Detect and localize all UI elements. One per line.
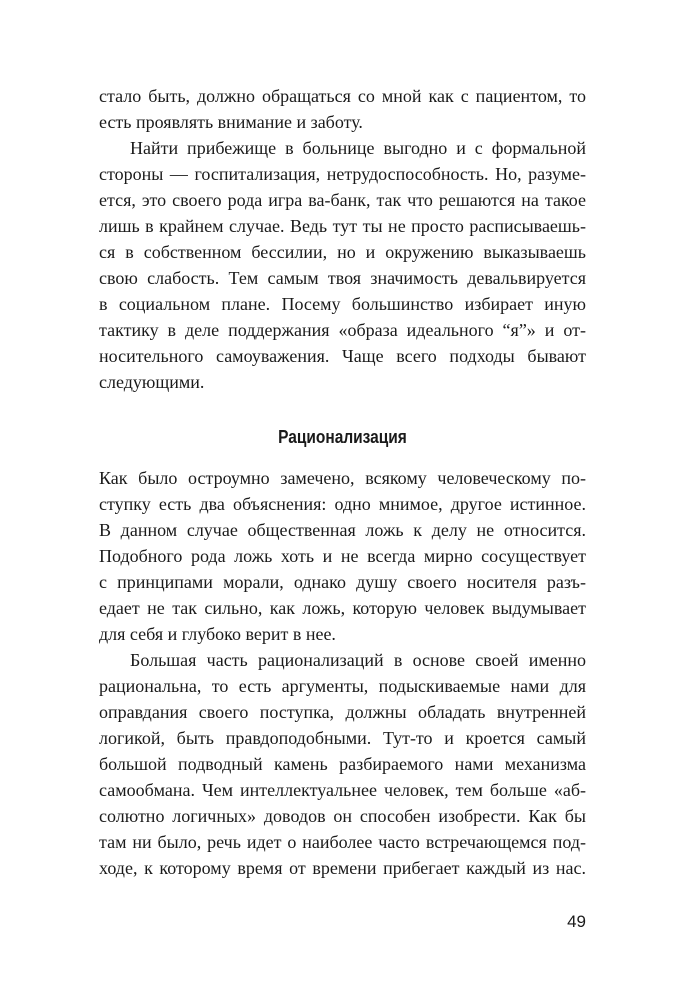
text-line: стороны — госпитализация, нетрудоспособность. Но, разуме- xyxy=(99,164,586,184)
text-line: для себя и глубоко верит в нее. xyxy=(99,624,336,644)
text-line: рациональна, то есть аргументы, подыскиваемые нами для xyxy=(99,676,586,696)
text-line: Найти прибежище в больнице выгодно и с формальной xyxy=(130,138,586,158)
text-line: стало быть, должно обращаться со мной как с пациентом, то xyxy=(99,86,586,106)
text-line: в социальном плане. Посему большинство избирает иную xyxy=(99,294,586,314)
text-line: там ни было, речь идет о наиболее часто встречающемся под- xyxy=(99,832,586,852)
text-line: едает не так сильно, как ложь, которую человек выдумывает xyxy=(99,598,586,618)
page-number: 49 xyxy=(567,912,586,931)
text-line: есть проявлять внимание и заботу. xyxy=(99,112,363,132)
text-line: логикой, быть правдоподобными. Тут-то и кроется самый xyxy=(99,728,586,748)
text-line: носительного самоуважения. Чаще всего подходы бывают xyxy=(99,346,586,366)
text-line: солютно логичных» доводов он способен изобрести. Как бы xyxy=(99,806,586,826)
text-line: лишь в крайнем случае. Ведь тут ты не просто расписываешь- xyxy=(99,216,586,236)
text-line: с принципами морали, однако душу своего носителя разъ- xyxy=(99,572,586,592)
text-line: В данном случае общественная ложь к делу не относится. xyxy=(99,520,586,540)
text-line: большой подводный камень разбираемого нами механизма xyxy=(99,754,586,774)
text-line: оправдания своего поступка, должны обладать внутренней xyxy=(99,702,586,722)
text-line: Большая часть рационализаций в основе своей именно xyxy=(130,650,586,670)
text-line: ся в собственном бессилии, но и окружению выказываешь xyxy=(99,242,586,262)
text-line: Как было остроумно замечено, всякому человеческому по- xyxy=(99,468,586,488)
section-heading: Рационализация xyxy=(278,427,407,447)
text-line: ется, это своего рода игра ва-банк, так что решаются на такое xyxy=(99,190,586,210)
text-line: Подобного рода ложь хоть и не всегда мирно сосуществует xyxy=(99,546,586,566)
text-line: ступку есть два объяснения: одно мнимое, другое истинное. xyxy=(99,494,586,514)
text-line: самообмана. Чем интеллектуальнее человек, тем больше «аб- xyxy=(99,780,586,800)
text-line: тактику в деле поддержания «образа идеального “я”» и от- xyxy=(99,320,586,340)
text-line: свою слабость. Тем самым твоя значимость девальвируется xyxy=(99,268,586,288)
text-line: ходе, к которому время от времени прибегает каждый из нас. xyxy=(99,858,586,878)
text-line: следующими. xyxy=(99,372,205,392)
